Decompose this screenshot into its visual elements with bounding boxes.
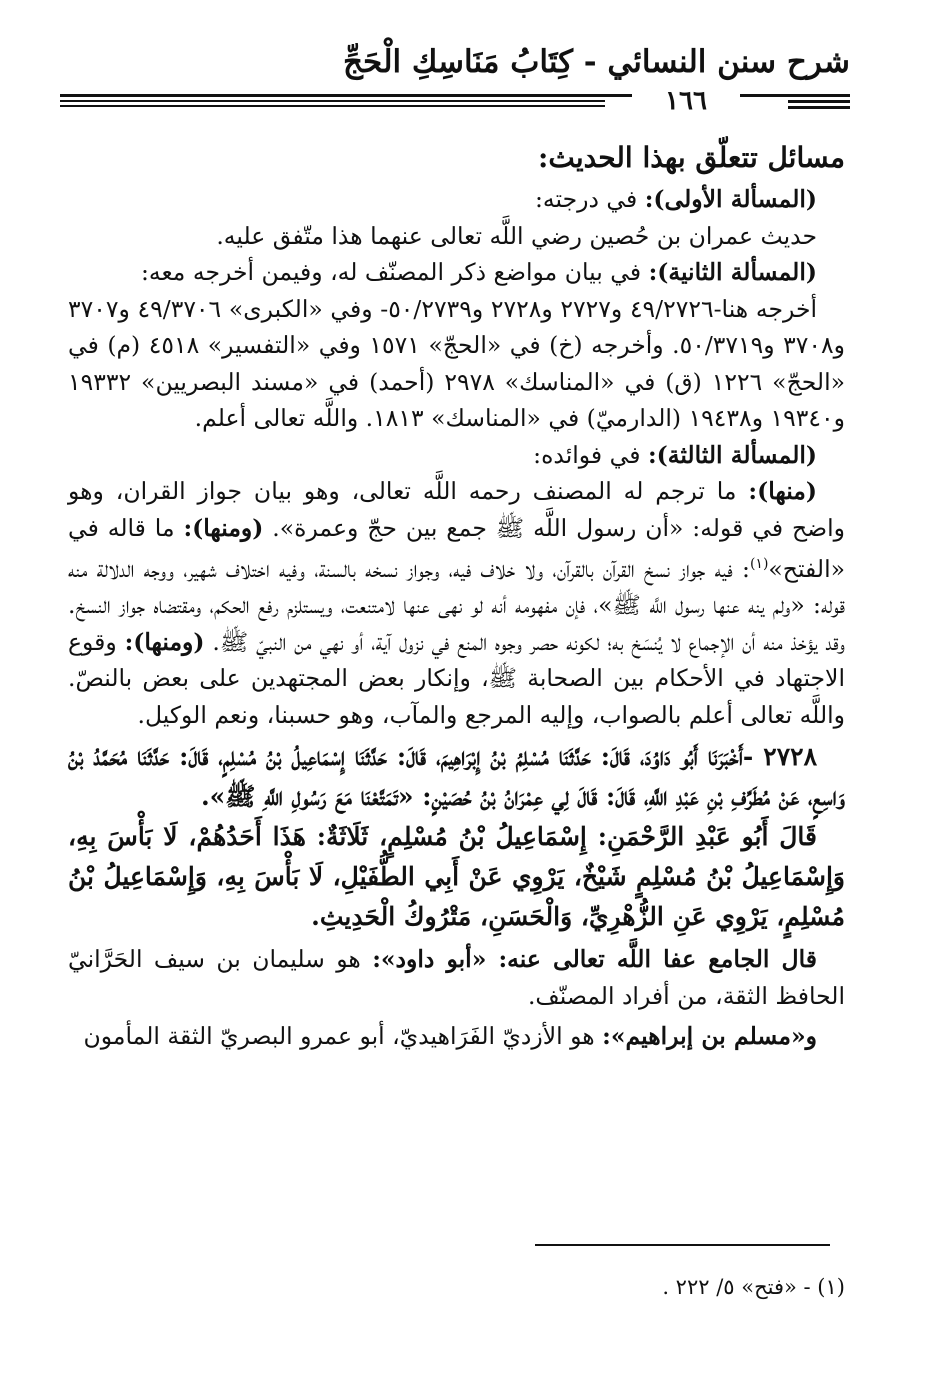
issue-3-label: (المسألة الثالثة): <box>647 440 817 469</box>
issue-2-text: أخرجه هنا-٤٩/٢٧٢٦ و٢٧٢٧ و٢٧٢٨ و٥٠/٢٧٣٩- وفي «الكبرى» ٤٩/٣٧٠٦ و٣٧٠٧ و٣٧٠٨ و٥٠/٣٧١٩. وأخرجه (خ) في «الحجّ» ١٥٧١ وفي «التفسير» ٤٥١٨ (م) في «الحجّ» ١٢٢٦ (ق) في «المناسك» ٢٩٧٨ (أحمد) في «مسند البصريين» ١٩٣٣٢ و١٩٣٤٠ و١٩٤٣٨ (الدارميّ) في «المناسك» ١٨١٣. واللَّه تعالى أعلم. <box>68 294 845 432</box>
muslim-label: و«مسلم بن إبراهيم»: <box>602 1022 817 1051</box>
header-rule-right-2 <box>788 106 850 109</box>
jami-commentary <box>68 941 845 1014</box>
benefit-label-1: (منها): <box>748 477 817 505</box>
header-title: شرح سنن النسائي - كِتَابُ مَنَاسِكِ الْحَجِّ <box>343 44 850 80</box>
issue-2-heading <box>68 254 845 291</box>
benefit-text-3: : فيه جواز نسخ القرآن بالقرآن، ولا خلاف فيه، وجواز نسخه بالسنة، وفيه اختلاف شهير، ووجه الدلالة منه قوله: «ولم ينه عنها رسول اللَّه ﷺ»، فإن مفهومه أنه لو نهى عنها لامتنعت، ويستلزم رفع الحكم، ومقتضاه جواز النسخ. وقد يؤخذ منه أن الإجماع لا يُنسَخ به؛ لكونه حصر وجوه المنع في نزول آية، أو نهي من النبيّ ﷺ. <box>68 554 845 656</box>
footnote: (١) - «فتح» ٥/ ٢٢٢ . <box>662 1275 845 1299</box>
header-rule-left-2 <box>60 105 605 107</box>
header-rule-left <box>60 100 605 102</box>
issue-3-text <box>68 473 845 733</box>
narrator-muslim <box>68 1018 845 1055</box>
footnote-ref[interactable]: (١) <box>749 556 769 572</box>
benefit-text-2: ما قاله في «الفتح» <box>68 513 845 583</box>
jami-label: قال الجامع عفا اللَّه تعالى عنه: «أبو داود»: <box>372 945 817 974</box>
running-header <box>60 38 850 116</box>
page-body <box>68 135 845 1055</box>
page-number: ١٦٦ <box>632 86 740 116</box>
issue-1-heading <box>68 181 845 218</box>
issue-2-label: (المسألة الثانية): <box>648 258 817 286</box>
benefit-text-1: ما ترجم له المصنف رحمه اللَّه تعالى، وهو بيان جواز القران، وهو واضح في قوله: «أن رسول اللَّه ﷺ جمع بين حجّ وعمرة». <box>68 477 845 542</box>
issue-3-heading <box>68 437 845 474</box>
issue-1-text: حديث عمران بن حُصين رضي اللَّه تعالى عنهما هذا متّفق عليه. <box>216 221 817 250</box>
issue-2-title: في بيان مواضع ذكر المصنّف له، وفيمن أخرجه معه: <box>140 258 642 286</box>
issue-1-label: (المسألة الأولى): <box>644 185 817 213</box>
header-rule-right <box>788 100 850 103</box>
benefit-label-3: (ومنها): <box>124 627 205 656</box>
hadith-2728: ٢٧٢٨ -أَخْبَرَنَا أَبُو دَاوُدَ، قَالَ: حَدَّثَنَا مُسْلِمُ بْنُ إِبْرَاهِيمَ، قَالَ: حَدَّثَنَا إِسْمَاعِيلُ بْنُ مُسْلِمٍ، قَالَ: حَدَّثَنَا مُحَمَّدُ بْنُ وَاسِعٍ، عَنْ مُطَرِّفِ بْنِ عَبْدِ اللَّهِ، قَالَ: قَالَ لِي عِمْرَانُ بْنُ حُصَيْنٍ: «تَمَتَّعْنَا مَعَ رَسُولِ اللَّهِ ﷺ». <box>68 742 845 812</box>
section-heading: مسائل تتعلّق بهذا الحديث: <box>537 141 845 174</box>
issue-3-title: في فوائده: <box>533 440 641 469</box>
abu-abd-al-rahman-note: قَالَ أَبُو عَبْدِ الرَّحْمَنِ: إِسْمَاعِيلُ بْنُ مُسْلِمٍ، ثَلَاثَةٌ: هَذَا أَحَدُهُمْ، لَا بَأْسَ بِهِ، وَإِسْمَاعِيلُ بْنُ مُسْلِمٍ شَيْخٌ، يَرْوِي عَنْ أَبِي الطُّفَيْلِ، لَا بَأْسَ بِهِ، وَإِسْمَاعِيلُ بْنُ مُسْلِمٍ، يَرْوِي عَنِ الزُّهْرِيِّ، وَالْحَسَنِ، مَتْرُوكُ الْحَدِيثِ. <box>68 822 845 932</box>
issue-1-title: في درجته: <box>534 185 638 213</box>
jami-text: هو سليمان بن سيف الحَرَّانيّ الحافظ الثقة، من أفراد المصنّف. <box>68 945 845 1010</box>
benefit-text-4: وقوع الاجتهاد في الأحكام بين الصحابة ﷺ، وإنكار بعض المجتهدين على بعض بالنصّ. واللَّه تعالى أعلم بالصواب، وإليه المرجع والمآب، وهو حسبنا، ونعم الوكيل. <box>68 627 845 729</box>
muslim-text: هو الأزديّ الفَرَاهيديّ، أبو عمرو البصريّ الثقة المأمون <box>83 1022 595 1051</box>
benefit-label-2: (ومنها): <box>183 513 264 542</box>
footnote-separator <box>535 1244 830 1246</box>
